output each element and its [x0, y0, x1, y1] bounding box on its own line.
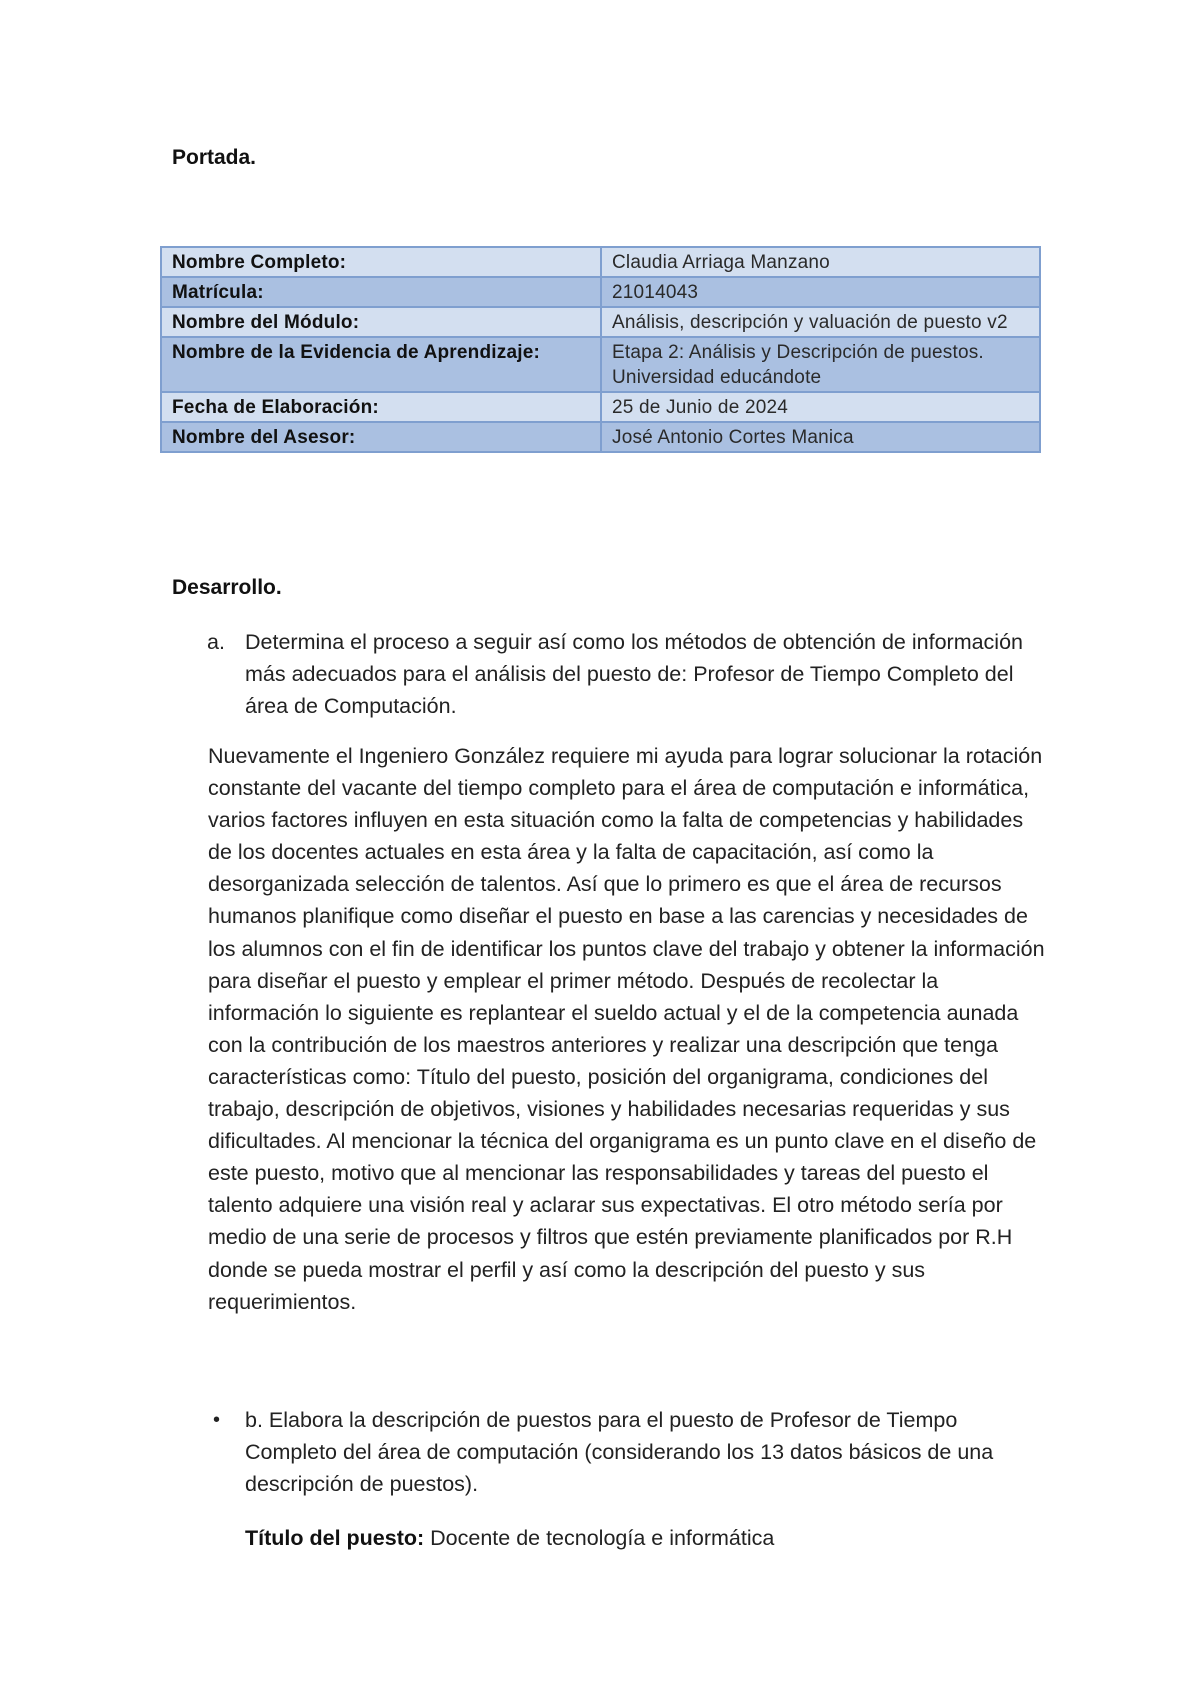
job-title-value: Docente de tecnología e informática: [430, 1526, 775, 1550]
table-value: Análisis, descripción y valuación de puesto v2: [601, 307, 1040, 337]
table-row-modulo: [161, 307, 1040, 337]
table-label: Nombre Completo:: [161, 247, 601, 277]
list-item-b: [213, 1404, 1047, 1500]
table-label: Fecha de Elaboración:: [161, 392, 601, 422]
table-row-evidencia: [161, 337, 1040, 392]
student-info-table: [160, 246, 1041, 453]
table-value: Etapa 2: Análisis y Descripción de puestos. Universidad educándote: [601, 337, 1040, 392]
table-row-matricula: [161, 277, 1040, 307]
bullet-icon: •: [213, 1409, 221, 1431]
body-paragraph: Nuevamente el Ingeniero González requiere mi ayuda para lograr solucionar la rotación constante del vacante del tiempo completo para el área de computación e informática, varios factores influyen en esta situación como la falta de competencias y habilidades de los docentes actuales en esta área y la falta de capacitación, así como la desorganizada selección de talentos. Así que lo primero es que el área de recursos humanos planifique como diseñar el puesto en base a las carencias y necesidades de los alumnos con el fin de identificar los puntos clave del trabajo y obtener la información para diseñar el puesto y emplear el primer método. Después de recolectar la información lo siguiente es replantear el sueldo actual y el de la competencia aunada con la contribución de los maestros anteriores y realizar una descripción que tenga características como: Título del puesto, posición del organigrama, condiciones del trabajo, descripción de objetivos, visiones y habilidades necesarias requeridas y sus dificultades. Al mencionar la técnica del organigrama es un punto clave en el diseño de este puesto, motivo que al mencionar las responsabilidades y tareas del puesto el talento adquiere una visión real y aclarar sus expectativas. El otro método sería por medio de una serie de procesos y filtros que estén previamente planificados por R.H donde se pueda mostrar el perfil y así como la descripción del puesto y sus requerimientos.: [208, 744, 1045, 1314]
list-item-text: b. Elabora la descripción de puestos para el puesto de Profesor de Tiempo Completo del área de computación (considerando los 13 datos básicos de una descripción de puestos).: [245, 1408, 994, 1496]
table-label: Matrícula:: [161, 277, 601, 307]
table-row-nombre-completo: [161, 247, 1040, 277]
table-label: Nombre del Módulo:: [161, 307, 601, 337]
job-title-label: Título del puesto:: [245, 1526, 425, 1550]
table-value: 25 de Junio de 2024: [601, 392, 1040, 422]
table-value: José Antonio Cortes Manica: [601, 422, 1040, 452]
desarrollo-heading: Desarrollo.: [172, 576, 282, 599]
table-label: Nombre del Asesor:: [161, 422, 601, 452]
job-title-line: [245, 1522, 774, 1554]
table-value: 21014043: [601, 277, 1040, 307]
portada-heading: Portada.: [172, 146, 257, 169]
list-marker: a.: [207, 630, 225, 654]
list-item-text: Determina el proceso a seguir así como los métodos de obtención de información más adecuados para el análisis del puesto de: Profesor de Tiempo Completo del área de Computación.: [245, 630, 1023, 718]
list-item-a: [207, 626, 1047, 722]
table-row-fecha: [161, 392, 1040, 422]
table-label: Nombre de la Evidencia de Aprendizaje:: [161, 337, 601, 392]
table-value: Claudia Arriaga Manzano: [601, 247, 1040, 277]
table-row-asesor: [161, 422, 1040, 452]
